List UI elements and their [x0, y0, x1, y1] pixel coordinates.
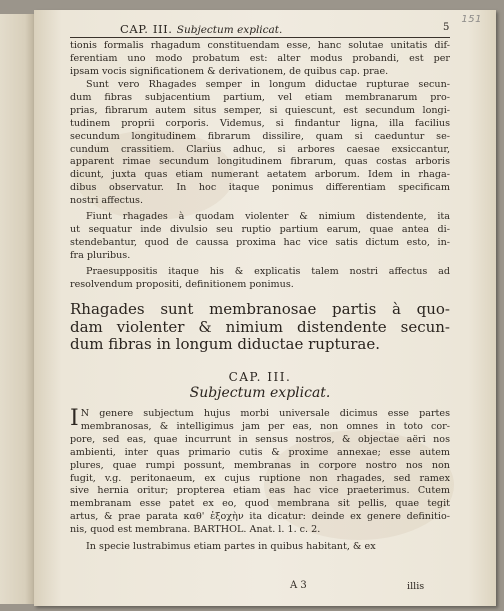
paragraph-1	[70, 40, 450, 79]
text-line: N genere subjectum hujus morbi universale dicimus esse partes	[80, 408, 450, 419]
text-line: apparent rimae secundum longitudinem fibrarum, quas costas arboris	[70, 156, 450, 168]
text-line: tionis formalis rhagadum constituendam esse, hanc solutae unitatis dif-	[70, 40, 450, 51]
text-line: ferentiam uno modo probatum est: alter modus probandi, est per	[70, 52, 450, 64]
text-line: pore, sed eas, quae incurrunt in sensus nostros, & objectae aëri nos	[70, 433, 450, 445]
text-line: dum fibras subjacentium partium, vel etiam membranarum pro-	[70, 91, 450, 103]
text-line: resolvendum propositi, definitionem ponimus.	[70, 278, 294, 290]
text-line: artus, & prae parata καθ' ἐξοχὴν ita dicatur: deinde ex genere definitio-	[70, 511, 450, 523]
catchword: illis	[407, 581, 425, 592]
text-line: tudinem proprii corporis. Videmus, si findantur ligna, illa facilius	[70, 117, 450, 129]
paragraph-6	[70, 541, 450, 554]
text-line: dibus observatur. In hoc itaque ponimus differentiam specificam	[70, 182, 450, 194]
text-line: dicunt, juxta quas etiam numerant aetatem arborum. Idem in rhaga-	[70, 169, 450, 181]
paragraph-2	[70, 79, 450, 208]
text-line: ambienti, inter quas primario cutis & proxime annexae; esse autem	[70, 446, 450, 458]
drop-cap: I	[70, 406, 79, 431]
definition-line: Rhagades sunt membranosae partis à quo-	[70, 301, 450, 318]
text-line: Praesuppositis itaque his & explicatis talem nostri affectus ad	[86, 266, 450, 277]
text-line: cundum crassitiem. Clarius adhuc, si arbores caesae exsiccantur,	[70, 143, 450, 155]
running-head-title: Subjectum explicat.	[176, 24, 283, 36]
signature-mark: A 3	[290, 580, 307, 591]
text-line: nis, quod est membrana. BARTHOL. Anat. l. 1. c. 2.	[70, 524, 321, 536]
text-line: Fiunt rhagades à quodam violenter & nimium distendente, ita	[86, 211, 450, 222]
head-rule	[70, 37, 450, 38]
text-line: membranam esse patet ex eo, quod membrana sit pellis, quae tegit	[70, 498, 450, 510]
text-line: nostri affectus.	[70, 195, 144, 207]
text-line: prias, fibrarum autem situs semper, si quiescunt, est secundum longi-	[70, 104, 450, 116]
paragraph-5	[70, 408, 450, 537]
left-page-edge	[0, 14, 37, 604]
text-line: secundum longitudinem fibrarum dissilire, quam si caeduntur se-	[70, 130, 450, 142]
running-head	[120, 22, 450, 36]
text-line: fra pluribus.	[70, 249, 131, 261]
chapter-heading: CAP. III.	[228, 370, 292, 384]
text-line: plures, quae rumpi possunt, membranas in corpore nostro nos non	[70, 459, 450, 471]
definition-block	[70, 301, 450, 354]
text-line: membranosas, & intelligimus jam per eas, non omnes in toto cor-	[80, 420, 450, 432]
chapter-subheading: Subjectum explicat.	[189, 385, 331, 401]
text-line: In specie lustrabimus etiam partes in quibus habitant, & ex	[86, 541, 376, 552]
text-line: ipsam vocis significationem & derivationem, de quibus cap. prae.	[70, 65, 389, 77]
paragraph-3	[70, 211, 450, 263]
text-line: fugit, v.g. peritonaeum, ex cujus ruptione non rhagades, sed ramex	[70, 472, 450, 484]
page-number: 5	[443, 22, 450, 33]
definition-line: dum fibras in longum diductae rupturae.	[70, 336, 380, 353]
running-head-cap: CAP. III.	[120, 22, 173, 36]
text-line: stendebantur, quod de caussa proxima hac vice satis dictum esto, in-	[70, 236, 450, 248]
definition-line: dam violenter & nimium distendente secun-	[70, 318, 450, 336]
paragraph-4	[70, 266, 450, 292]
text-line: ut sequatur inde divulsio seu ruptio partium earum, quae antea di-	[70, 223, 450, 235]
pencil-annotation: 151	[461, 14, 482, 25]
text-line: sive hernia oritur; propterea etiam eas hac vice praeterimus. Cutem	[70, 485, 450, 497]
text-line: Sunt vero Rhagades semper in longum diductae rupturae secun-	[86, 79, 450, 90]
